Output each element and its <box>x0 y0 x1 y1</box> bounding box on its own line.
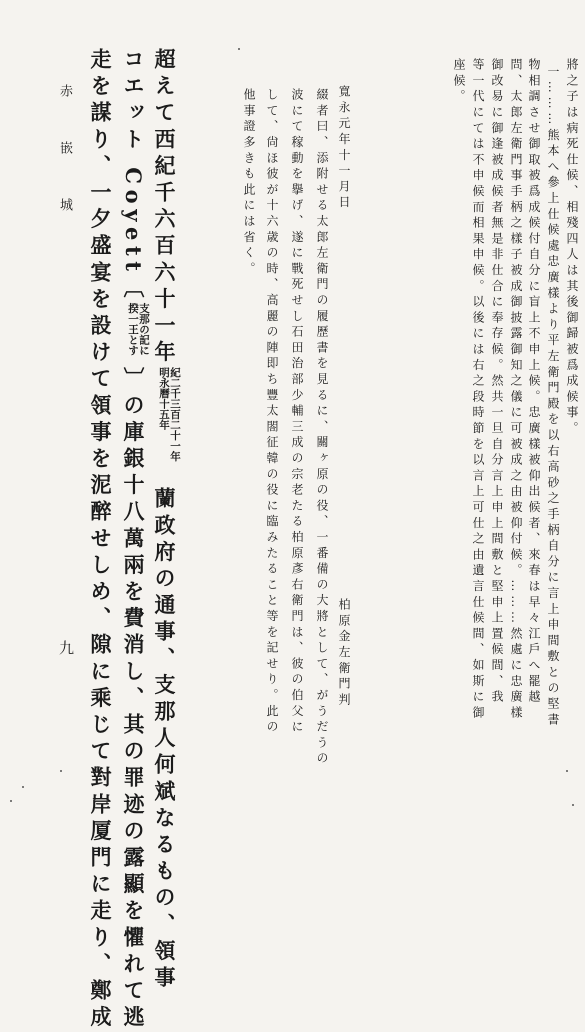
letter-line-5: 物相調させ御取被爲成候付自分に盲上不申上候。忠廣樣被仰出候者、來春は早々江戶へ罷越 <box>527 58 541 706</box>
note-line-3: 波にて稼動を擧げ、遂に戰死せし石田治部少輔三成の宗老たる柏原彥右衛門は、彼の伯父に <box>290 88 304 736</box>
letter-line-4: 問、太郎左衛門事手柄之樣子被成御披露御知之儀に可被成之由被仰付候。………然處に忠廣樣 <box>509 58 523 722</box>
page-number: 九 <box>57 640 75 655</box>
letter-line-7: 將之子は病死仕候、相殘四人は其後御歸被爲成候事。 <box>565 58 579 438</box>
scan-speck <box>10 800 12 802</box>
document-signature: 柏原金左衛門判 <box>337 598 351 709</box>
document-date: 寬永元年十一月日 <box>337 85 351 212</box>
letter-line-3: 御改易に御逢被成候者無是非仕合に奉存候。然共一旦自分言上申上間敷と堅申上置候間、我 <box>490 58 504 706</box>
note-line-4: 綴者曰、添附せる太郎左衛門の履歷書を見るに、關ヶ原の役、一番備の大將として、がうだうの <box>315 88 329 768</box>
scan-speck <box>22 786 24 788</box>
scan-speck <box>566 770 568 772</box>
letter-line-2: 等一代にては不申候而相果申候。以後には右之段時節を以言上可仕之由遺言仕候間、如斯に御 <box>471 58 485 722</box>
scan-speck <box>60 770 62 772</box>
letter-line-1: 座候。 <box>452 58 466 106</box>
main-text-line-3: 走を謀り、一夕盛宴を設けて領事を泥醉せしめ、隙に乘じて對岸厦門に走り、鄭成 <box>88 48 113 1032</box>
main-text-line-1: 超えて西紀千六百六十一年紀二千三百二十一年 明永曆十五年蘭政府の通事、支那人何斌なるもの、領事 <box>152 48 181 993</box>
scan-speck <box>238 48 240 50</box>
letter-line-6: 一………熊本へ參上仕候處忠廣樣より平左衛門殿を以右高砂之手柄自分に言上申間敷との堅書 <box>546 65 560 729</box>
running-head: 赤 嵌 城 <box>57 84 72 232</box>
main-text-line-2: コエット Coyett〔支那の記に 揆一王とす〕の庫銀十八萬兩を費消し、其の罪迹の露顯を懼れて逃 <box>121 48 150 1032</box>
note-line-1: 他事證多きも此には省く。 <box>242 88 256 278</box>
scan-speck <box>572 804 574 806</box>
note-line-2: して、尙ほ彼が十六歳の時、高麗の陣即ち豐太閤征韓の役に臨みたること等を記せり。此の <box>265 88 279 736</box>
